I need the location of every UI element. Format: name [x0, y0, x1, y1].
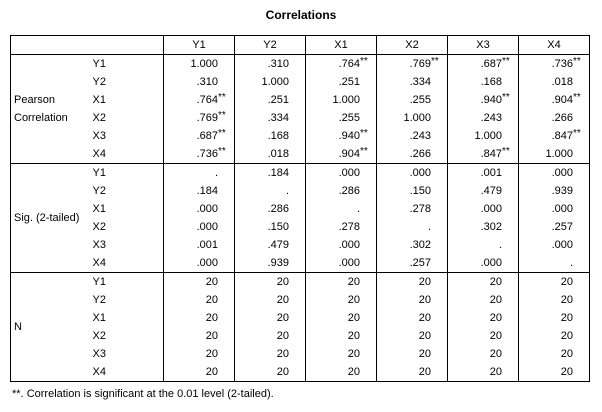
cell-value: 20	[489, 366, 502, 378]
table-cell	[164, 145, 235, 164]
table-cell	[519, 236, 590, 254]
table-cell	[519, 327, 590, 345]
table-cell	[306, 218, 377, 236]
cell-value: .257	[551, 221, 573, 233]
column-header: X4	[519, 36, 590, 55]
cell-value: 20	[347, 348, 360, 360]
table-row	[11, 55, 590, 74]
table-cell	[306, 127, 377, 145]
significance-marker: **	[573, 128, 581, 139]
table-cell	[448, 91, 519, 109]
cell-value: .000	[551, 239, 573, 251]
table-row	[11, 182, 590, 200]
table-title: Correlations	[265, 8, 337, 22]
table-cell	[448, 254, 519, 273]
column-header: X3	[448, 36, 519, 55]
table-cell	[306, 200, 377, 218]
row-variable: X1	[90, 309, 164, 327]
cell-value: .018	[551, 76, 573, 88]
cell-value: .939	[267, 257, 289, 269]
cell-value: .251	[338, 76, 360, 88]
cell-value: 20	[489, 276, 502, 288]
cell-value: .000	[480, 203, 502, 215]
table-cell	[377, 200, 448, 218]
cell-value: 20	[205, 294, 218, 306]
cell-value: .940	[338, 130, 360, 142]
table-row	[11, 363, 590, 382]
section-label: N	[11, 273, 90, 382]
cell-value: .	[285, 185, 289, 197]
cell-value: .184	[196, 185, 218, 197]
footnote-text: Correlation is significant at the 0.01 level (2-tailed).	[26, 388, 274, 400]
cell-value: .687	[480, 58, 502, 70]
row-variable: Y2	[90, 291, 164, 309]
table-row	[11, 218, 590, 236]
cell-value: 20	[560, 366, 573, 378]
cell-value: 20	[205, 312, 218, 324]
cell-value: 1.000	[403, 112, 431, 124]
table-row	[11, 309, 590, 327]
header-corner	[11, 36, 164, 55]
cell-value: 20	[560, 330, 573, 342]
cell-value: 20	[276, 330, 289, 342]
table-cell	[164, 164, 235, 183]
table-row	[11, 254, 590, 273]
table-cell	[235, 345, 306, 363]
cell-value: 20	[205, 366, 218, 378]
table-cell	[235, 145, 306, 164]
cell-value: 1.000	[332, 94, 360, 106]
cell-value: 20	[418, 276, 431, 288]
cell-value: .847	[551, 130, 573, 142]
cell-value: .904	[551, 94, 573, 106]
table-cell	[519, 218, 590, 236]
table-cell	[519, 345, 590, 363]
cell-value: .736	[551, 58, 573, 70]
column-header: X1	[306, 36, 377, 55]
table-cell	[306, 236, 377, 254]
cell-value: .479	[267, 239, 289, 251]
cell-value: 20	[560, 276, 573, 288]
cell-value: 20	[205, 276, 218, 288]
cell-value: .000	[551, 203, 573, 215]
table-cell	[448, 55, 519, 74]
significance-marker: **	[573, 92, 581, 103]
table-body	[11, 55, 590, 382]
cell-value: .687	[196, 130, 218, 142]
table-cell	[519, 109, 590, 127]
cell-value: 20	[276, 294, 289, 306]
table-cell	[519, 363, 590, 382]
cell-value: .255	[409, 94, 431, 106]
cell-value: .	[214, 167, 218, 179]
table-cell	[519, 182, 590, 200]
cell-value: 20	[489, 348, 502, 360]
column-header: Y2	[235, 36, 306, 55]
header-row	[11, 36, 590, 55]
significance-marker: **	[218, 146, 226, 157]
table-cell	[448, 127, 519, 145]
cell-value: 1.000	[190, 58, 218, 70]
table-cell	[377, 236, 448, 254]
table-cell	[377, 109, 448, 127]
table-cell	[377, 363, 448, 382]
row-variable: X4	[90, 145, 164, 164]
significance-marker: **	[360, 56, 368, 67]
table-cell	[448, 164, 519, 183]
table-cell	[306, 309, 377, 327]
table-cell	[235, 73, 306, 91]
table-cell	[235, 182, 306, 200]
cell-value: .	[569, 257, 573, 269]
table-row	[11, 145, 590, 164]
row-variable: X1	[90, 91, 164, 109]
table-cell	[377, 273, 448, 292]
row-variable: X4	[90, 363, 164, 382]
significance-marker: **	[218, 128, 226, 139]
table-cell	[448, 273, 519, 292]
table-cell	[377, 309, 448, 327]
cell-value: 20	[489, 330, 502, 342]
cell-value: .001	[480, 167, 502, 179]
significance-marker: **	[431, 56, 439, 67]
table-cell	[164, 236, 235, 254]
cell-value: 1.000	[474, 130, 502, 142]
correlations-table	[10, 35, 590, 382]
cell-value: 20	[276, 276, 289, 288]
cell-value: .184	[267, 167, 289, 179]
row-variable: X2	[90, 327, 164, 345]
cell-value: .000	[409, 167, 431, 179]
table-cell	[164, 254, 235, 273]
table-cell	[377, 327, 448, 345]
table-cell	[235, 309, 306, 327]
table-cell	[448, 309, 519, 327]
cell-value: .000	[338, 167, 360, 179]
section-label: Pearson Correlation	[14, 94, 68, 124]
cell-value: .000	[338, 257, 360, 269]
cell-value: .000	[551, 167, 573, 179]
table-cell	[519, 73, 590, 91]
table-cell	[235, 273, 306, 292]
cell-value: 20	[347, 330, 360, 342]
cell-value: 20	[347, 366, 360, 378]
table-cell	[164, 200, 235, 218]
table-cell	[235, 291, 306, 309]
table-cell	[164, 91, 235, 109]
table-cell	[448, 236, 519, 254]
row-variable: X3	[90, 236, 164, 254]
table-cell	[306, 109, 377, 127]
table-cell	[519, 291, 590, 309]
cell-value: .939	[551, 185, 573, 197]
table-cell	[377, 291, 448, 309]
cell-value: .769	[409, 58, 431, 70]
table-cell	[448, 200, 519, 218]
cell-value: .255	[338, 112, 360, 124]
table-cell	[377, 164, 448, 183]
table-cell	[306, 254, 377, 273]
table-cell	[448, 327, 519, 345]
table-cell	[164, 273, 235, 292]
table-cell	[235, 164, 306, 183]
cell-value: .168	[480, 76, 502, 88]
cell-value: .150	[409, 185, 431, 197]
table-cell	[519, 254, 590, 273]
cell-value: 20	[347, 312, 360, 324]
table-cell	[377, 127, 448, 145]
table-cell	[448, 182, 519, 200]
cell-value: .000	[480, 257, 502, 269]
cell-value: .243	[480, 112, 502, 124]
row-variable: Y1	[90, 55, 164, 74]
table-row	[11, 345, 590, 363]
table-cell	[235, 254, 306, 273]
table-cell	[164, 291, 235, 309]
row-variable: X2	[90, 218, 164, 236]
table-row	[11, 164, 590, 183]
table-cell	[164, 109, 235, 127]
row-variable: X4	[90, 254, 164, 273]
table-cell	[306, 291, 377, 309]
table-cell	[519, 164, 590, 183]
significance-marker: **	[218, 92, 226, 103]
cell-value: 20	[489, 312, 502, 324]
table-row	[11, 273, 590, 292]
row-variable: Y2	[90, 73, 164, 91]
cell-value: .278	[338, 221, 360, 233]
cell-value: .266	[409, 148, 431, 160]
table-cell	[235, 55, 306, 74]
cell-value: .168	[267, 130, 289, 142]
significance-marker: **	[573, 56, 581, 67]
section-label: Sig. (2-tailed)	[11, 164, 90, 273]
cell-value: .000	[196, 257, 218, 269]
table-cell	[164, 182, 235, 200]
row-variable: X3	[90, 345, 164, 363]
cell-value: 20	[560, 312, 573, 324]
cell-value: 20	[418, 312, 431, 324]
table-cell	[377, 218, 448, 236]
table-cell	[519, 127, 590, 145]
table-cell	[377, 73, 448, 91]
table-row	[11, 327, 590, 345]
table-row	[11, 73, 590, 91]
cell-value: 20	[418, 330, 431, 342]
table-cell	[306, 73, 377, 91]
cell-value: .310	[267, 58, 289, 70]
cell-value: 20	[347, 276, 360, 288]
table-cell	[306, 327, 377, 345]
significance-marker: **	[360, 146, 368, 157]
table-row	[11, 109, 590, 127]
footnote-marker: **.	[12, 388, 24, 400]
cell-value: .334	[267, 112, 289, 124]
table-cell	[306, 164, 377, 183]
cell-value: 20	[347, 294, 360, 306]
cell-value: .278	[409, 203, 431, 215]
table-cell	[235, 218, 306, 236]
table-cell	[164, 363, 235, 382]
table-cell	[235, 109, 306, 127]
cell-value: .764	[196, 94, 218, 106]
cell-value: .018	[267, 148, 289, 160]
cell-value: .001	[196, 239, 218, 251]
table-cell	[377, 345, 448, 363]
table-cell	[519, 55, 590, 74]
cell-value: .266	[551, 112, 573, 124]
row-variable: X3	[90, 127, 164, 145]
table-cell	[306, 55, 377, 74]
cell-value: 20	[276, 312, 289, 324]
row-variable: X1	[90, 200, 164, 218]
cell-value: .904	[338, 148, 360, 160]
table-cell	[164, 218, 235, 236]
table-cell	[448, 291, 519, 309]
column-header: X2	[377, 36, 448, 55]
cell-value: 20	[560, 348, 573, 360]
cell-value: .257	[409, 257, 431, 269]
table-cell	[377, 55, 448, 74]
cell-value: 20	[276, 366, 289, 378]
row-variable: Y1	[90, 164, 164, 183]
table-cell	[164, 309, 235, 327]
cell-value: .	[356, 203, 360, 215]
table-cell	[306, 345, 377, 363]
table-cell	[306, 363, 377, 382]
table-cell	[519, 309, 590, 327]
table-cell	[164, 345, 235, 363]
table-cell	[306, 273, 377, 292]
table-cell	[448, 363, 519, 382]
row-variable: Y2	[90, 182, 164, 200]
cell-value: .286	[267, 203, 289, 215]
cell-value: .940	[480, 94, 502, 106]
cell-value: 20	[418, 348, 431, 360]
table-row	[11, 200, 590, 218]
table-cell	[448, 73, 519, 91]
table-cell	[448, 145, 519, 164]
cell-value: 1.000	[545, 148, 573, 160]
cell-value: .847	[480, 148, 502, 160]
cell-value: .310	[196, 76, 218, 88]
table-cell	[164, 327, 235, 345]
table-cell	[235, 200, 306, 218]
table-cell	[519, 273, 590, 292]
table-cell	[164, 73, 235, 91]
cell-value: .000	[196, 203, 218, 215]
table-cell	[448, 109, 519, 127]
table-cell	[377, 145, 448, 164]
cell-value: 20	[276, 348, 289, 360]
significance-marker: **	[502, 92, 510, 103]
cell-value: .150	[267, 221, 289, 233]
table-cell	[235, 363, 306, 382]
significance-marker: **	[502, 56, 510, 67]
cell-value: .251	[267, 94, 289, 106]
table-cell	[519, 91, 590, 109]
table-cell	[306, 91, 377, 109]
table-cell	[164, 127, 235, 145]
cell-value: .769	[196, 112, 218, 124]
cell-value: .000	[338, 239, 360, 251]
column-header: Y1	[164, 36, 235, 55]
cell-value: 20	[205, 330, 218, 342]
cell-value: .000	[196, 221, 218, 233]
table-cell	[235, 236, 306, 254]
table-cell	[164, 55, 235, 74]
cell-value: .243	[409, 130, 431, 142]
significance-marker: **	[218, 110, 226, 121]
table-cell	[235, 127, 306, 145]
table-cell	[377, 254, 448, 273]
table-row	[11, 291, 590, 309]
table-row	[11, 236, 590, 254]
cell-value: .286	[338, 185, 360, 197]
table-cell	[306, 182, 377, 200]
table-cell	[235, 91, 306, 109]
cell-value: .302	[480, 221, 502, 233]
table-cell	[448, 218, 519, 236]
cell-value: .736	[196, 148, 218, 160]
cell-value: .334	[409, 76, 431, 88]
table-cell	[448, 345, 519, 363]
row-variable: X2	[90, 109, 164, 127]
cell-value: 20	[418, 294, 431, 306]
table-cell	[377, 91, 448, 109]
cell-value: 20	[205, 348, 218, 360]
table-cell	[235, 327, 306, 345]
row-variable: Y1	[90, 273, 164, 292]
cell-value: .479	[480, 185, 502, 197]
table-cell	[377, 182, 448, 200]
cell-value: .302	[409, 239, 431, 251]
cell-value: 20	[560, 294, 573, 306]
table-cell	[519, 145, 590, 164]
cell-value: 20	[489, 294, 502, 306]
table-row	[11, 127, 590, 145]
table-cell	[519, 200, 590, 218]
cell-value: 20	[418, 366, 431, 378]
significance-marker: **	[502, 146, 510, 157]
cell-value: 1.000	[261, 76, 289, 88]
cell-value: .	[427, 221, 431, 233]
cell-value: .764	[338, 58, 360, 70]
table-row	[11, 91, 590, 109]
table-cell	[306, 145, 377, 164]
footnote	[12, 388, 274, 400]
significance-marker: **	[360, 128, 368, 139]
cell-value: .	[498, 239, 502, 251]
